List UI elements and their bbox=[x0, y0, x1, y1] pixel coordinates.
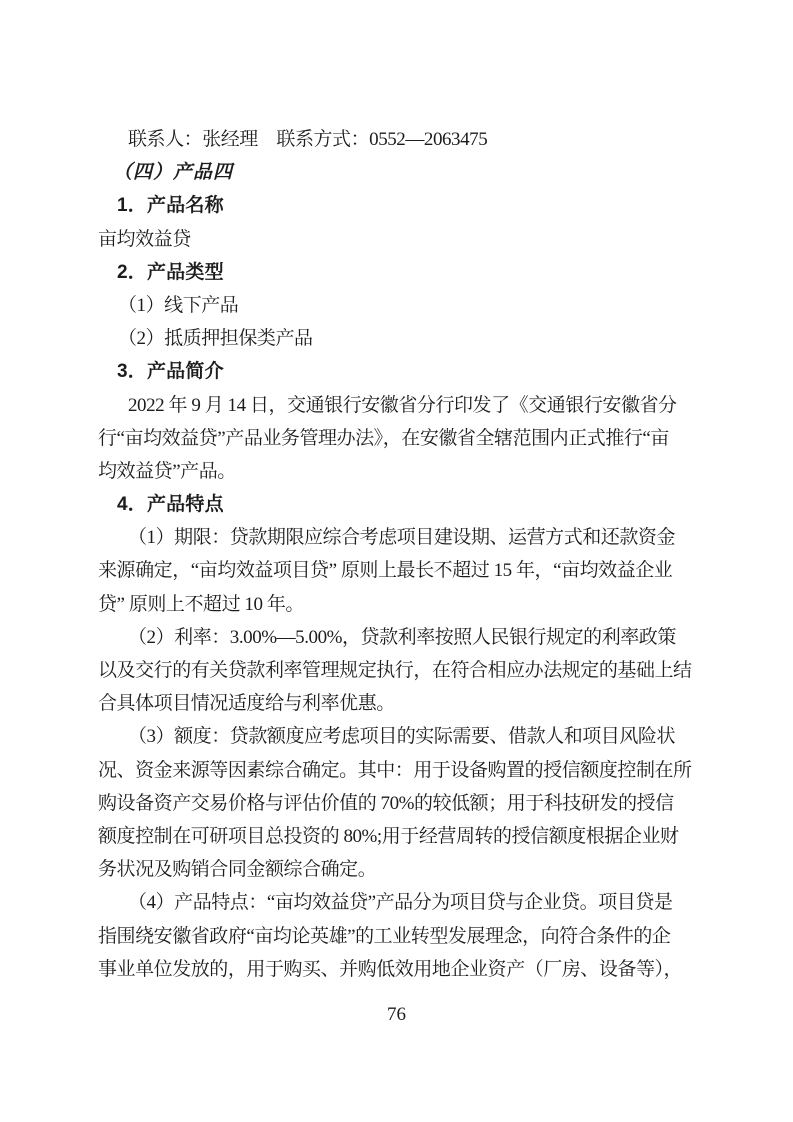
text-line: （1）期限：贷款期限应综合考虑项目建设期、运营方式和还款资金 bbox=[128, 527, 676, 549]
numbered-heading: 1．产品名称 bbox=[117, 195, 224, 217]
document-body bbox=[98, 123, 695, 986]
text-line: 额度控制在可研项目总投资的 80%;用于经营周转的授信额度根据企业财 bbox=[98, 825, 679, 847]
text-line: 合具体项目情况适度给与利率优惠。 bbox=[98, 693, 395, 715]
text-line: 况、资金来源等因素综合确定。其中：用于设备购置的授信额度控制在所 bbox=[98, 759, 692, 781]
numbered-heading: 2．产品类型 bbox=[117, 261, 224, 283]
subsection-heading: （四）产品四 bbox=[113, 162, 234, 184]
text-line: 2022 年 9 月 14 日，交通银行安徽省分行印发了《交通银行安徽省分 bbox=[128, 394, 677, 416]
numbered-heading: 4．产品特点 bbox=[117, 494, 224, 516]
text-line: （4）产品特点：“亩均效益贷”产品分为项目贷与企业贷。项目贷是 bbox=[128, 892, 673, 914]
text-line: （3）额度：贷款额度应考虑项目的实际需要、借款人和项目风险状 bbox=[128, 726, 676, 748]
text-line: 务状况及购销合同金额综合确定。 bbox=[98, 859, 377, 881]
text-line: 事业单位发放的，用于购买、并购低效用地企业资产（厂房、设备等）， bbox=[98, 958, 683, 980]
text-line: （2）抵质押担保类产品 bbox=[118, 328, 313, 350]
text-line: 联系人：张经理 联系方式：0552—2063475 bbox=[128, 129, 488, 150]
text-line: 均效益贷”产品。 bbox=[98, 460, 236, 482]
text-line: 购设备资产交易价格与评估价值的 70%的较低额；用于科技研发的授信 bbox=[98, 792, 674, 814]
numbered-heading: 3．产品简介 bbox=[117, 361, 224, 383]
text-line: 亩均效益贷 bbox=[98, 228, 191, 250]
page-number: 76 bbox=[387, 1004, 406, 1025]
text-line: 行“亩均效益贷”产品业务管理办法》，在安徽省全辖范围内正式推行“亩 bbox=[98, 427, 669, 449]
text-line: （1）线下产品 bbox=[118, 294, 239, 316]
text-line: 来源确定，“亩均效益项目贷” 原则上最长不超过 15 年，“亩均效益企业 bbox=[98, 560, 673, 582]
text-line: （2）利率：3.00%—5.00%，贷款利率按照人民银行规定的利率政策 bbox=[128, 626, 676, 648]
text-line: 指围绕安徽省政府“亩均论英雄”的工业转型发展理念，向符合条件的企 bbox=[98, 925, 671, 947]
text-line: 贷” 原则上不超过 10 年。 bbox=[98, 593, 304, 615]
text-line: 以及交行的有关贷款利率管理规定执行，在符合相应办法规定的基础上结 bbox=[98, 660, 692, 681]
